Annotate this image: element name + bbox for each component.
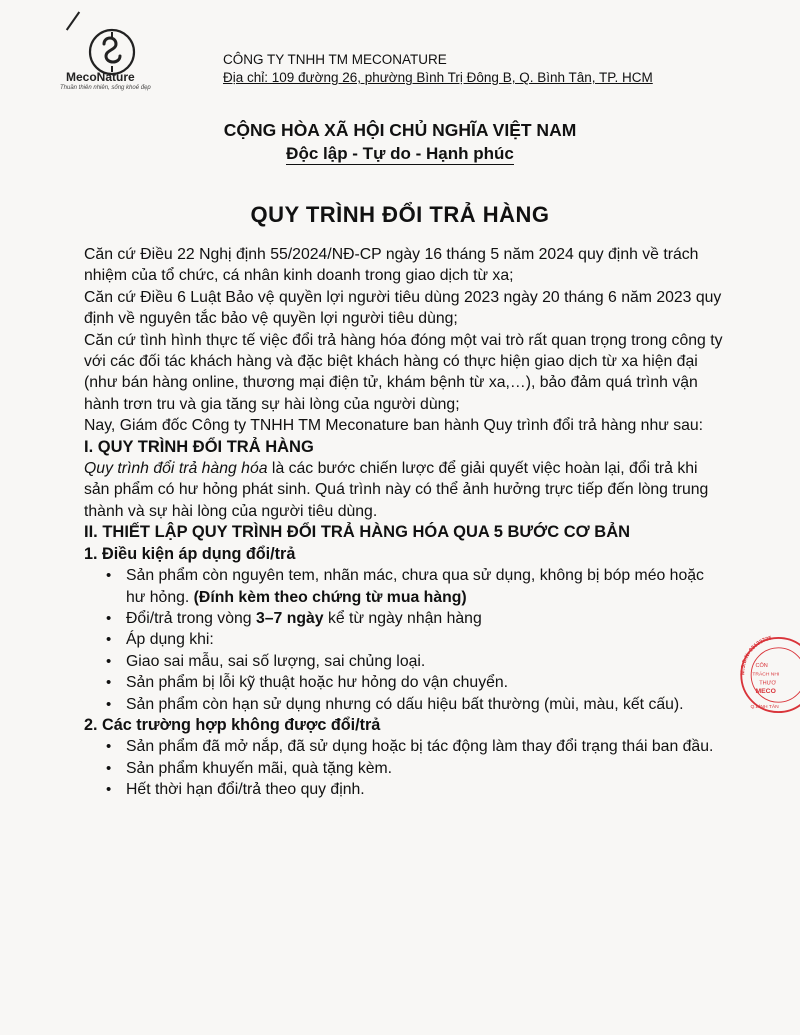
document-body [84, 244, 724, 801]
item-text: Sản phẩm còn nguyên tem, nhãn mác, chưa qua sử dụng, không bị bóp méo hoặc hư hỏng. [126, 567, 704, 606]
bullet-icon: • [106, 609, 112, 627]
item-text: Sản phẩm khuyến mãi, quà tặng kèm. [126, 759, 393, 777]
exclusions-list [84, 736, 724, 800]
bullet-icon: • [106, 567, 112, 585]
list-item [84, 758, 724, 779]
bullet-icon: • [106, 738, 112, 756]
item-bold-text: 3–7 ngày [255, 609, 324, 627]
item-text: Giao sai mẫu, sai số lượng, sai chủng loại. [126, 652, 426, 670]
bullet-icon: • [106, 695, 112, 713]
bullet-icon: • [106, 759, 112, 777]
bullet-icon: • [106, 631, 112, 649]
list-item [84, 672, 724, 693]
preamble-4: Nay, Giám đốc Công ty TNHH TM Meconature ban hành Quy trình đổi trả hàng như sau: [84, 417, 704, 435]
motto-text: Độc lập - Tự do - Hạnh phúc [286, 144, 514, 163]
stamp-code: M.S.D.N: 03133735 [740, 635, 773, 676]
item-text: Áp dụng khi: [126, 631, 214, 649]
logo-tagline: Thuần thiên nhiên, sống khoẻ đẹp [60, 85, 151, 91]
subsection-2-heading: 2. Các trường hợp không được đổi/trả [84, 715, 381, 734]
bullet-icon: • [106, 674, 112, 692]
section-2-heading: II. THIẾT LẬP QUY TRÌNH ĐỔI TRẢ HÀNG HÓA QUA 5 BƯỚC CƠ BẢN [84, 523, 631, 542]
national-title: CỘNG HÒA XÃ HỘI CHỦ NGHĨA VIỆT NAM [223, 120, 577, 140]
item-text: Hết thời hạn đổi/trả theo quy định. [126, 781, 365, 799]
subsection-1-heading: 1. Điều kiện áp dụng đổi/trả [84, 544, 296, 563]
preamble-1: Căn cứ Điều 22 Nghị định 55/2024/NĐ-CP ngày 16 tháng 5 năm 2024 quy định về trách nhiệm của tổ chức, cá nhân kinh doanh trong giao dịch từ xa; [84, 246, 699, 285]
bullet-icon: • [106, 652, 112, 670]
list-item [84, 629, 724, 650]
list-item [84, 608, 724, 629]
preamble-3: Căn cứ tình hình thực tế việc đổi trả hàng hóa đóng một vai trò rất quan trọng trong công ty với các đối tác khách hàng và đặc biệt khách hàng có thực hiện giao dịch từ xa hiện đại (như bán hàng online, thương mại điện tử, khám bệnh từ xa,…), bảo đảm quá trình vận hành trơn tru và gia tăng sự hài lòng của người dùng; [84, 331, 723, 413]
section-1-term: Quy trình đổi trả hàng hóa [84, 460, 268, 478]
preamble-2: Căn cứ Điều 6 Luật Bảo vệ quyền lợi người tiêu dùng 2023 ngày 20 tháng 6 năm 2023 quy định về nguyên tắc bảo vệ quyền lợi người tiêu dùng; [84, 288, 722, 328]
document-title: QUY TRÌNH ĐỔI TRẢ HÀNG [250, 202, 550, 227]
item-text: Đổi/trả trong vòng [126, 609, 256, 627]
item-text: Sản phẩm bị lỗi kỹ thuật hoặc hư hỏng do vận chuyển. [126, 674, 509, 692]
bullet-icon: • [106, 781, 112, 799]
company-address: Địa chỉ: 109 đường 26, phường Bình Trị Đông B, Q. Bình Tân, TP. HCM [223, 70, 653, 85]
national-motto [0, 144, 800, 164]
stamp-line: MECO [755, 687, 776, 695]
list-item [84, 565, 724, 608]
svg-text:M.S.D.N: 03133735 [740, 635, 772, 675]
section-1-heading: I. QUY TRÌNH ĐỔI TRẢ HÀNG [84, 437, 314, 456]
company-name: CÔNG TY TNHH TM MECONATURE [223, 52, 447, 67]
stamp-line: CÔN [755, 662, 768, 669]
conditions-list [84, 565, 724, 715]
list-item [84, 694, 724, 715]
stamp-line: THƯƠ [759, 680, 777, 687]
section-1-body [84, 458, 724, 522]
stamp-line: TRÁCH NHI [752, 672, 780, 678]
section-1-text: là các bước chiến lược để giải quyết việc hoàn lại, đổi trả khi sản phẩm có hư hỏng phát sinh. Quá trình này có thể ảnh hưởng trực tiếp đến lòng trung thành và sự hài lòng của người tiêu dùng. [84, 460, 709, 520]
list-item [84, 736, 724, 757]
item-text: kể từ ngày nhận hàng [323, 609, 482, 627]
item-text: Sản phẩm còn hạn sử dụng nhưng có dấu hiệu bất thường (mùi, màu, kết cấu). [126, 695, 684, 713]
item-bold-text: (Đính kèm theo chứng từ mua hàng) [193, 588, 467, 606]
item-text: Sản phẩm đã mở nắp, đã sử dụng hoặc bị tác động làm thay đổi trạng thái ban đầu. [126, 738, 714, 756]
company-stamp [732, 600, 800, 750]
list-item [84, 651, 724, 672]
stamp-line: Q.BÌNH TÂN [750, 704, 779, 710]
logo-name: MecoNature [66, 70, 135, 84]
list-item [84, 779, 724, 800]
